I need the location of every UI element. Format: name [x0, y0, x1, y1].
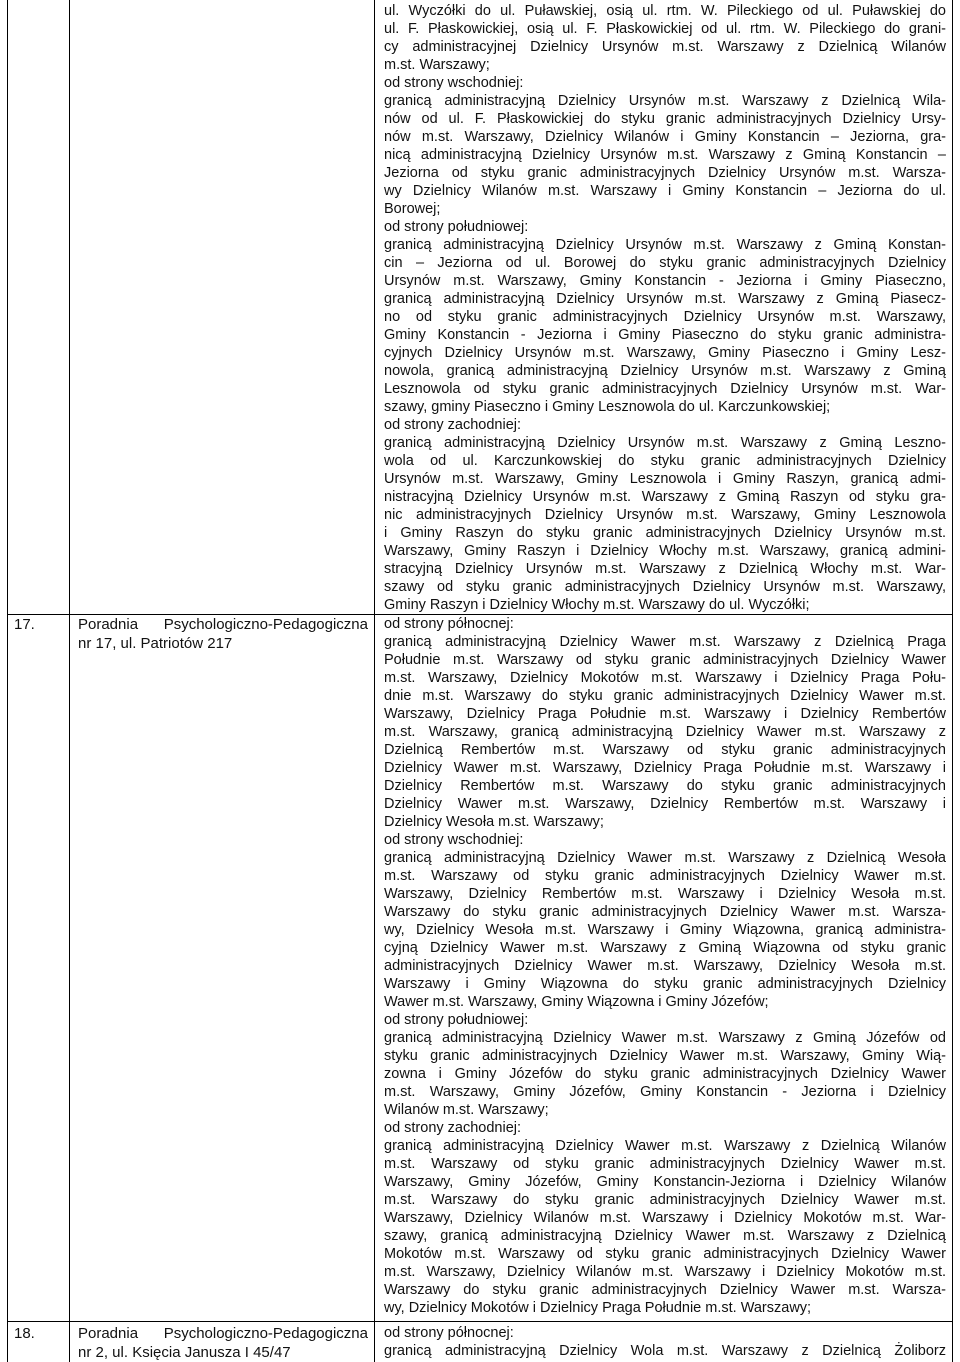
- description-line: Dzielnicy Wesoła m.st. Warszawy;: [384, 814, 604, 830]
- description-line: Ursynów m.st. Warszawy, Gminy Konstancin - Jeziorna i Gminy Piaseczno,: [384, 273, 946, 289]
- description-line: Warszawy, Dzielnicy Praga Południe m.st. Warszawy i Dzielnicy Rembertów: [384, 706, 946, 722]
- institution-name-cell: [70, 1322, 375, 1362]
- description-line: szawy, granicą administracyjną Dzielnicy Wawer m.st. Warszawy z Dzielnicą: [384, 1228, 946, 1244]
- description-line: Jeziorna od styku granic administracyjnych Dzielnicy Ursynów m.st. Warsza-: [384, 165, 946, 181]
- description-line: Wawer m.st. Warszawy, Gminy Wiązowna i Gminy Józefów;: [384, 994, 769, 1010]
- description-line: nistracyjną Dzielnicy Ursynów m.st. Warszawy z Gminą Raszyn od styku gra-: [384, 489, 946, 505]
- table-row: [8, 0, 952, 614]
- description-line: Dzielnicy Wawer m.st. Warszawy, Dzielnicy Rembertów m.st. Warszawy i: [384, 796, 946, 812]
- description-line: Borowej;: [384, 201, 441, 217]
- institution-name-line: nr 17, ul. Patriotów 217: [78, 635, 233, 652]
- description-line: od strony południowej:: [384, 219, 529, 235]
- description-line: Warszawy i Gminy Wiązowna do styku granic administracyjnych Dzielnicy: [384, 976, 946, 992]
- description-line: styku granic administracyjnych Dzielnicy Wawer m.st. Warszawy, Gminy Wią-: [384, 1048, 946, 1064]
- table-row: [8, 1321, 952, 1362]
- row-number-cell: [8, 615, 70, 1321]
- description-line: i Gminy Raszyn do styku granic administracyjnych Dzielnicy Ursynów m.st.: [384, 525, 946, 541]
- description-line: Gminy Raszyn i Dzielnicy Włochy m.st. Warszawy do ul. Wyczółki;: [384, 597, 810, 613]
- description-line: m.st. Warszawy od styku granic administracyjnych Dzielnicy Wawer m.st.: [384, 868, 946, 884]
- description-line: Lesznowola od styku granic administracyjnych Dzielnicy Ursynów m.st. War-: [384, 381, 946, 397]
- description-line: Mokotów m.st. Warszawy od styku granic administracyjnych Dzielnicy Wawer: [384, 1246, 946, 1262]
- description-line: Wilanów m.st. Warszawy;: [384, 1102, 549, 1118]
- description-line: Warszawy, Gminy Józefów, Gminy Konstancin-Jeziorna i Dzielnicy Wilanów: [384, 1174, 946, 1190]
- description-line: m.st. Warszawy, Dzielnicy Wilanów m.st. Warszawy i Dzielnicy Mokotów m.st.: [384, 1264, 946, 1280]
- description-line: Warszawy, Gminy Raszyn i Dzielnicy Włochy m.st. Warszawy, granicą admini-: [384, 543, 946, 559]
- row-number: 18.: [14, 1325, 35, 1342]
- description-line: Ursynów m.st. Warszawy, Gminy Lesznowola i Gminy Raszyn, granicą admi-: [384, 471, 946, 487]
- description-line: ul. Wyczółki do ul. Puławskiej, osią ul. rtm. W. Pileckiego od ul. Puławskiej do: [384, 3, 946, 19]
- description-line: Warszawy, Dzielnicy Wilanów m.st. Warszawy i Dzielnicy Mokotów m.st. War-: [384, 1210, 946, 1226]
- description-line: od strony wschodniej:: [384, 75, 524, 91]
- description-line: ul. F. Płaskowickiej, osią ul. F. Płaskowickiej od ul. rtm. W. Pileckiego do grani-: [384, 21, 946, 37]
- institution-name-cell: [70, 0, 375, 614]
- description-line: granicą administracyjną Dzielnicy Wawer m.st. Warszawy z Dzielnicą Praga: [384, 634, 946, 650]
- row-number: 17.: [14, 616, 35, 633]
- districts-table: [7, 0, 953, 1362]
- description-line: granicą administracyjną Dzielnicy Wawer m.st. Warszawy z Dzielnicą Wesoła: [384, 850, 946, 866]
- institution-name-line: Poradnia Psychologiczno-Pedagogiczna: [78, 1325, 368, 1342]
- institution-name-line: Poradnia Psychologiczno-Pedagogiczna: [78, 616, 368, 633]
- description-line: nowola, granicą administracyjną Dzielnicy Ursynów m.st. Warszawy z Gminą: [384, 363, 946, 379]
- description-line: cin – Jeziorna od ul. Borowej do styku granic administracyjnych Dzielnicy: [384, 255, 946, 271]
- description-line: administracyjnych Dzielnicy Wawer m.st. Warszawy, Dzielnicy Wesoła m.st.: [384, 958, 946, 974]
- description-line: m.st. Warszawy od styku granic administracyjnych Dzielnicy Wawer m.st.: [384, 1156, 946, 1172]
- description-line: dnie m.st. Warszawy do styku granic administracyjnych Dzielnicy Wawer m.st.: [384, 688, 946, 704]
- description-line: m.st. Warszawy, Gminy Józefów, Gminy Konstancin - Jeziorna i Dzielnicy: [384, 1084, 946, 1100]
- description-line: granicą administracyjną Dzielnicy Ursynów m.st. Warszawy z Dzielnicą Wila-: [384, 93, 946, 109]
- description-line: m.st. Warszawy;: [384, 57, 490, 73]
- description-line: m.st. Warszawy, granicą administracyjną Dzielnicy Wawer m.st. Warszawy z: [384, 724, 946, 740]
- description-line: zowna i Gminy Józefów do styku granic administracyjnych Dzielnicy Wawer: [384, 1066, 946, 1082]
- description-line: granicą administracyjną Dzielnicy Wawer m.st. Warszawy z Dzielnicą Wilanów: [384, 1138, 946, 1154]
- institution-name-cell: [70, 615, 375, 1321]
- description-line: cy administracyjnej Dzielnicy Ursynów m.st. Warszawy z Dzielnicą Wilanów: [384, 39, 946, 55]
- description-line: cyjnych Dzielnicy Ursynów m.st. Warszawy, Gminy Piaseczno i Gminy Lesz-: [384, 345, 946, 361]
- description-line: nów m.st. Warszawy, Dzielnicy Wilanów i Gminy Konstancin – Jeziorna, gra-: [384, 129, 946, 145]
- description-line: Dzielnicą Rembertów m.st. Warszawy od styku granic administracyjnych: [384, 742, 946, 758]
- description-line: nicą administracyjną Dzielnicy Ursynów m.st. Warszawy z Gminą Konstancin –: [384, 147, 946, 163]
- description-line: nów od ul. F. Płaskowickiej do styku granic administracyjnych Dzielnicy Ursy-: [384, 111, 946, 127]
- description-line: wola od ul. Karczunkowskiej do styku granic administracyjnych Dzielnicy: [384, 453, 946, 469]
- description-line: wy Dzielnicy Wilanów m.st. Warszawy i Gminy Konstancin – Jeziorna do ul.: [384, 183, 946, 199]
- description-line: od strony wschodniej:: [384, 832, 524, 848]
- description-line: no od styku granic administracyjnych Dzielnicy Ursynów m.st. Warszawy,: [384, 309, 946, 325]
- description-line: granicą administracyjną Dzielnicy Ursynów m.st. Warszawy z Gminą Piasecz-: [384, 291, 946, 307]
- description-line: Warszawy, Dzielnicy Rembertów m.st. Warszawy i Dzielnicy Wesoła m.st.: [384, 886, 946, 902]
- description-line: Gminy Konstancin - Jeziorna i Gminy Piaseczno do styku granic administra-: [384, 327, 946, 343]
- area-description-cell: [375, 0, 952, 614]
- description-line: wy, Dzielnicy Wesoła m.st. Warszawy i Gminy Wiązowna, granicą administra-: [384, 922, 946, 938]
- table-row: [8, 614, 952, 1321]
- description-line: nic administracyjnych Dzielnicy Ursynów m.st. Warszawy, Gminy Lesznowola: [384, 507, 946, 523]
- description-line: od strony północnej:: [384, 1325, 514, 1341]
- description-line: Warszawy do styku granic administracyjnych Dzielnicy Wawer m.st. Warsza-: [384, 904, 946, 920]
- description-line: szawy, gminy Piaseczno i Gminy Lesznowola do ul. Karczunkowskiej;: [384, 399, 831, 415]
- description-line: od strony północnej:: [384, 616, 514, 632]
- row-number-cell: [8, 0, 70, 614]
- area-description-cell: [375, 615, 952, 1321]
- description-line: m.st. Warszawy do styku granic administracyjnych Dzielnicy Wawer m.st.: [384, 1192, 946, 1208]
- description-line: od strony zachodniej:: [384, 417, 522, 433]
- description-line: m.st. Warszawy, Dzielnicy Mokotów m.st. Warszawy i Dzielnicy Praga Połu-: [384, 670, 946, 686]
- description-line: Południe m.st. Warszawy od styku granic administracyjnych Dzielnicy Wawer: [384, 652, 946, 668]
- description-line: od strony południowej:: [384, 1012, 529, 1028]
- description-line: cyjną Dzielnicy Wawer m.st. Warszawy z Gminą Wiązowna od styku granic: [384, 940, 946, 956]
- description-line: od strony zachodniej:: [384, 1120, 522, 1136]
- description-line: granicą administracyjną Dzielnicy Wawer m.st. Warszawy z Gminą Józefów od: [384, 1030, 946, 1046]
- row-number-cell: [8, 1322, 70, 1362]
- description-line: Warszawy do styku granic administracyjnych Dzielnicy Wawer m.st. Warsza-: [384, 1282, 946, 1298]
- description-line: stracyjną Dzielnicy Ursynów m.st. Warszawy z Dzielnicą Włochy m.st. War-: [384, 561, 946, 577]
- description-line: granicą administracyjną Dzielnicy Wola m.st. Warszawy z Dzielnicą Żoliborz: [384, 1343, 946, 1359]
- description-line: granicą administracyjną Dzielnicy Ursynów m.st. Warszawy z Gminą Konstan-: [384, 237, 946, 253]
- description-line: granicą administracyjną Dzielnicy Ursynów m.st. Warszawy z Gminą Leszno-: [384, 435, 946, 451]
- area-description-cell: [375, 1322, 952, 1362]
- institution-name-line: nr 2, ul. Księcia Janusza I 45/47: [78, 1344, 291, 1361]
- description-line: szawy od styku granic administracyjnych Dzielnicy Ursynów m.st. Warszawy,: [384, 579, 946, 595]
- description-line: Dzielnicy Wawer m.st. Warszawy, Dzielnicy Praga Południe m.st. Warszawy i: [384, 760, 946, 776]
- description-line: wy, Dzielnicy Mokotów i Dzielnicy Praga Południe m.st. Warszawy;: [384, 1300, 812, 1316]
- description-line: Dzielnicy Rembertów m.st. Warszawy do styku granic administracyjnych: [384, 778, 946, 794]
